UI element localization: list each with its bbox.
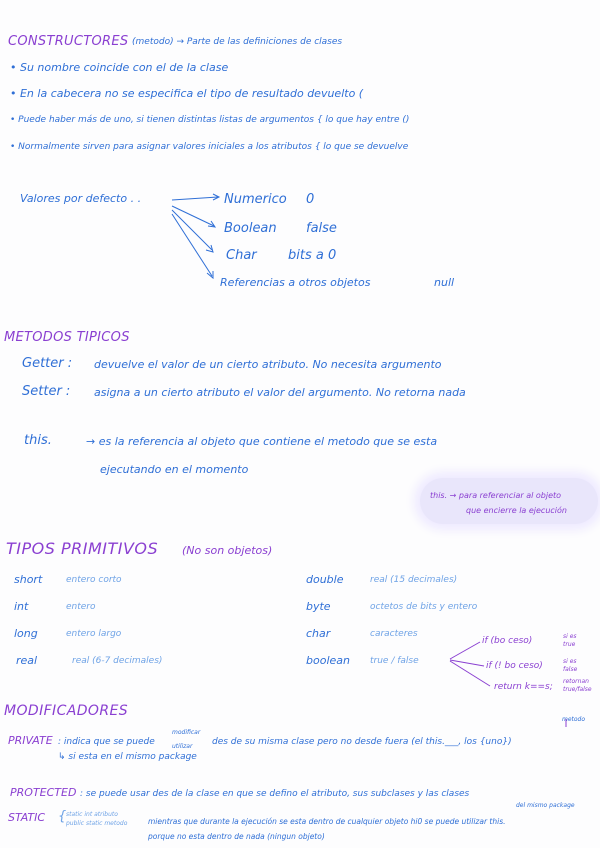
tipo-byte: byte (306, 600, 331, 613)
branch-ifnot-text: if (! bo ceso) (486, 661, 543, 671)
tipo-int: int (14, 600, 29, 613)
branch-if-note-2: true (563, 641, 576, 648)
tipos-title: TIPOS PRIMITIVOS (6, 539, 159, 558)
static-brace-2: public static metodo (66, 820, 128, 827)
this-text-1: → es la referencia al objeto que contiene el metodo que se esta (86, 435, 438, 448)
static-brace-1: static int atributo (66, 811, 118, 818)
private-stack-top: modificar (172, 729, 201, 736)
branch-if-note-1: si es (563, 633, 577, 640)
metodos-title: METODOS TIPICOS (4, 330, 130, 345)
tipo-double-desc: real (15 decimales) (370, 575, 458, 585)
constructores-subtitle: (metodo) → Parte de las definiciones de clases (132, 37, 343, 47)
branch-return-note-1: retornan (563, 678, 589, 685)
tipos-note: (No son objetos) (182, 544, 273, 557)
static-text-2: porque no esta dentro de nada (ningun objeto) (148, 832, 325, 841)
cloud-text-2: que encierre la ejecución (466, 506, 567, 515)
protected-text-2: del mismo package (516, 802, 575, 809)
tipo-boolean: boolean (306, 654, 350, 667)
constructores-bullet-1: • Su nombre coincide con el de la clase (10, 61, 229, 74)
tipo-char: char (306, 627, 331, 640)
tipo-short-desc: entero corto (66, 575, 122, 585)
tipo-real-desc: real (6-7 decimales) (72, 656, 163, 666)
valores-boolean-value: false (306, 221, 337, 236)
valores-referencias-name: Referencias a otros objetos (220, 276, 371, 289)
branch-return-note-2: true/false (563, 686, 592, 693)
valores-char-name: Char (226, 248, 257, 263)
constructores-title: CONSTRUCTORES (8, 34, 129, 49)
private-label: PRIVATE (8, 734, 53, 747)
tipo-real: real (16, 654, 38, 667)
valores-label: Valores por defecto . . (20, 192, 142, 205)
tipo-short: short (14, 573, 43, 586)
private-stack-bottom: utilizar (172, 743, 193, 750)
getter-label: Getter : (22, 356, 73, 371)
tipo-int-desc: entero (66, 602, 96, 612)
tipo-byte-desc: octetos de bits y entero (370, 602, 478, 612)
branch-return-text: return k==s; (494, 682, 553, 692)
branch-if-text: if (bo ceso) (482, 636, 533, 646)
metodo-note: metodo (562, 716, 586, 723)
constructores-bullet-4: • Normalmente sirven para asignar valores iniciales a los atributos { lo que se devuelve (10, 142, 409, 152)
valores-numerico-value: 0 (306, 192, 315, 207)
constructores-bullet-3: • Puede haber más de uno, si tienen distintas listas de argumentos { lo que hay entre () (10, 115, 410, 125)
setter-text: asigna a un cierto atributo el valor del argumento. No retorna nada (94, 386, 466, 399)
static-text-1: mientras que durante la ejecución se esta dentro de cualquier objeto hi0 se puede utilizar this. (148, 817, 506, 826)
constructores-bullet-2: • En la cabecera no se especifica el tipo de resultado devuelto ( (10, 87, 364, 100)
private-text-b: des de su misma clase pero no desde fuera (el this.___, los {uno}) (212, 737, 512, 747)
cloud-text-1: this. → para referenciar al objeto (430, 491, 562, 500)
private-text-a: : indica que se puede (58, 737, 155, 747)
branch-ifnot-note-1: si es (563, 658, 577, 665)
valores-numerico-name: Numerico (224, 192, 287, 207)
protected-text: : se puede usar des de la clase en que se defino el atributo, sus subclases y las clases (80, 789, 470, 799)
tipo-long: long (14, 627, 38, 640)
branch-ifnot-note-2: false (563, 666, 578, 673)
setter-label: Setter : (22, 384, 71, 399)
static-brace: { (58, 809, 67, 824)
static-label: STATIC (8, 811, 46, 824)
valores-referencias-value: null (434, 276, 455, 289)
note-cloud (420, 478, 598, 524)
getter-text: devuelve el valor de un cierto atributo. No necesita argumento (94, 358, 442, 371)
tipo-long-desc: entero largo (66, 629, 122, 639)
tipo-boolean-desc: true / false (370, 656, 419, 666)
modificadores-title: MODIFICADORES (4, 703, 129, 719)
private-text-2: ↳ si esta en el mismo package (58, 752, 197, 762)
tipo-double: double (306, 573, 344, 586)
protected-label: PROTECTED (10, 786, 77, 799)
tipo-char-desc: caracteres (370, 629, 418, 639)
valores-char-value: bits a 0 (288, 248, 337, 263)
this-label: this. (24, 433, 52, 448)
this-text-2: ejecutando en el momento (100, 463, 249, 476)
valores-boolean-name: Boolean (224, 221, 277, 236)
